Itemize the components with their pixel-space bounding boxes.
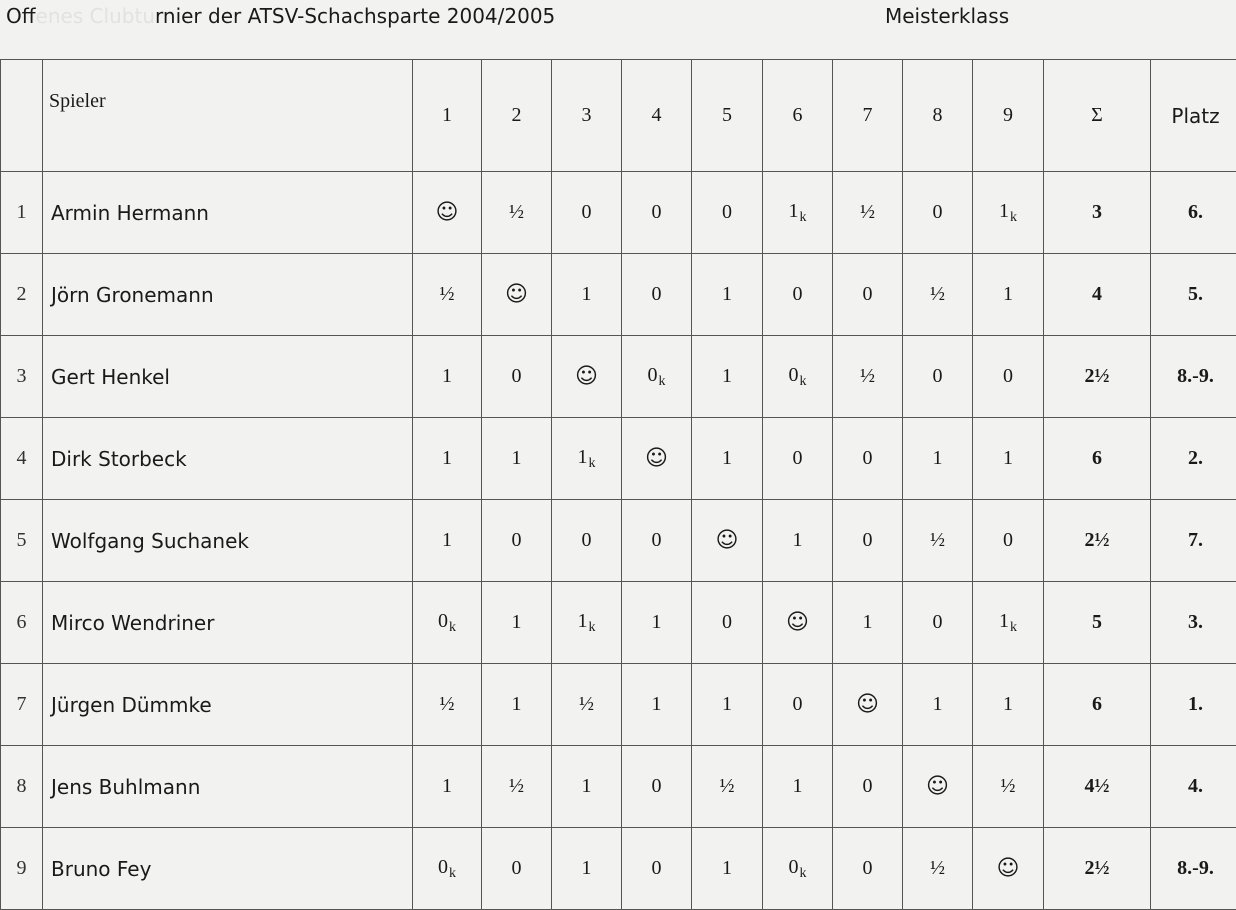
player-sum: 4 [1044,254,1151,336]
result-cell: 1 [763,746,833,828]
smiley-icon: ☺ [786,610,809,635]
forfeit-marker: k [1010,210,1017,225]
result-cell-forfeit [763,828,833,910]
forfeit-marker: k [800,866,807,881]
result-cell-forfeit [973,172,1044,254]
result-cell: 1 [482,418,552,500]
player-name: Bruno Fey [43,828,413,910]
table-row [1,828,1236,910]
player-number: 8 [1,746,43,828]
result-cell: 0 [833,500,903,582]
result-cell-forfeit [763,336,833,418]
crosstable-body [1,60,1236,910]
crosstable [0,59,1236,910]
table-row [1,746,1236,828]
result-cell: ½ [903,500,973,582]
smiley-icon: ☺ [716,528,739,553]
result-cell: 1 [692,254,763,336]
self-cell [482,254,552,336]
result-cell: ½ [692,746,763,828]
smiley-icon: ☺ [436,200,459,225]
round-header: 5 [692,60,763,172]
player-number: 7 [1,664,43,746]
result-cell: 0 [552,172,622,254]
self-cell [413,172,482,254]
result-cell: 0 [692,172,763,254]
self-cell [903,746,973,828]
result-cell: 0 [622,254,692,336]
player-number: 2 [1,254,43,336]
self-cell [833,664,903,746]
result-cell: 0 [622,746,692,828]
result-cell: 1 [413,418,482,500]
result-cell: ½ [903,828,973,910]
result-cell-forfeit [622,336,692,418]
smiley-icon: ☺ [645,446,668,471]
result-cell: 0 [763,664,833,746]
result-cell: ½ [552,664,622,746]
result-cell: 0 [903,336,973,418]
player-name: Jens Buhlmann [43,746,413,828]
result-cell: 0 [692,582,763,664]
result-cell: 1 [903,418,973,500]
result-value: 1 [999,610,1009,632]
title-faded: enes Clubtu [36,4,155,28]
player-name: Mirco Wendriner [43,582,413,664]
table-row [1,336,1236,418]
result-value: 1 [578,446,588,468]
result-cell: 1 [763,500,833,582]
result-cell: 0 [833,418,903,500]
result-cell: 0 [973,336,1044,418]
result-cell: ½ [833,336,903,418]
result-cell: 0 [833,828,903,910]
result-cell-forfeit [552,582,622,664]
result-cell-forfeit [763,172,833,254]
result-cell: ½ [903,254,973,336]
result-cell: ½ [413,254,482,336]
player-name: Jürgen Dümmke [43,664,413,746]
result-cell: ½ [413,664,482,746]
table-row [1,172,1236,254]
result-cell: 0 [482,336,552,418]
result-cell: 0 [482,500,552,582]
round-header: 8 [903,60,973,172]
player-number: 4 [1,418,43,500]
result-cell: 1 [692,418,763,500]
result-cell: 1 [833,582,903,664]
result-cell: ½ [482,746,552,828]
player-place: 3. [1151,582,1236,664]
player-sum: 5 [1044,582,1151,664]
result-value: 0 [438,610,448,632]
tournament-title [6,4,555,28]
result-cell: 1 [692,336,763,418]
round-header: 3 [552,60,622,172]
result-cell: 0 [763,418,833,500]
player-sum: 2½ [1044,500,1151,582]
result-cell-forfeit [413,582,482,664]
player-name: Gert Henkel [43,336,413,418]
table-row [1,664,1236,746]
result-cell: 1 [622,664,692,746]
smiley-icon: ☺ [575,364,598,389]
player-sum: 6 [1044,664,1151,746]
player-name: Wolfgang Suchanek [43,500,413,582]
self-cell [552,336,622,418]
self-cell [973,828,1044,910]
result-cell: 0 [903,582,973,664]
player-place: 7. [1151,500,1236,582]
result-cell: 1 [692,664,763,746]
result-cell: 1 [973,254,1044,336]
result-cell: 1 [482,664,552,746]
table-row [1,254,1236,336]
player-name: Armin Hermann [43,172,413,254]
round-header: 1 [413,60,482,172]
result-value: 1 [999,200,1009,222]
result-cell: 1 [622,582,692,664]
player-place: 8.-9. [1151,828,1236,910]
self-cell [692,500,763,582]
title-bar [0,0,1236,36]
result-cell: 1 [973,418,1044,500]
player-place: 8.-9. [1151,336,1236,418]
player-number: 6 [1,582,43,664]
result-cell: 0 [622,172,692,254]
result-cell: ½ [973,746,1044,828]
result-cell: 1 [413,746,482,828]
player-number: 3 [1,336,43,418]
table-row [1,582,1236,664]
result-cell-forfeit [973,582,1044,664]
smiley-icon: ☺ [856,692,879,717]
header-row [1,60,1236,172]
result-cell: 1 [552,746,622,828]
title-prefix: Off [6,4,36,28]
result-cell: 0 [622,828,692,910]
forfeit-marker: k [449,866,456,881]
result-cell: 0 [833,254,903,336]
result-cell: 1 [903,664,973,746]
player-sum: 4½ [1044,746,1151,828]
round-header: 6 [763,60,833,172]
forfeit-marker: k [589,620,596,635]
class-label: Meisterklass [885,4,1009,28]
result-value: 0 [789,856,799,878]
result-cell: 0 [552,500,622,582]
smiley-icon: ☺ [997,856,1020,881]
sum-header: Σ [1044,60,1151,172]
result-value: 0 [648,364,658,386]
result-cell: 0 [903,172,973,254]
result-cell-forfeit [552,418,622,500]
result-cell: ½ [482,172,552,254]
player-sum: 3 [1044,172,1151,254]
result-cell: 0 [622,500,692,582]
result-cell: 1 [552,828,622,910]
forfeit-marker: k [800,210,807,225]
result-cell: 1 [692,828,763,910]
result-cell: 1 [552,254,622,336]
player-place: 4. [1151,746,1236,828]
forfeit-marker: k [449,620,456,635]
player-place: 5. [1151,254,1236,336]
self-cell [763,582,833,664]
forfeit-marker: k [589,456,596,471]
round-header: 4 [622,60,692,172]
round-header: 9 [973,60,1044,172]
place-header: Platz [1151,60,1236,172]
result-value: 0 [789,364,799,386]
forfeit-marker: k [800,374,807,389]
result-cell: 1 [973,664,1044,746]
result-value: 1 [789,200,799,222]
table-row [1,500,1236,582]
player-sum: 2½ [1044,828,1151,910]
player-header: Spieler [43,60,413,172]
player-place: 2. [1151,418,1236,500]
player-name: Jörn Gronemann [43,254,413,336]
player-name: Dirk Storbeck [43,418,413,500]
result-cell: 0 [973,500,1044,582]
round-header: 7 [833,60,903,172]
result-cell: 1 [413,500,482,582]
round-header: 2 [482,60,552,172]
result-cell: 0 [763,254,833,336]
player-number: 1 [1,172,43,254]
corner-cell [1,60,43,172]
result-cell: 1 [482,582,552,664]
result-value: 1 [578,610,588,632]
result-value: 0 [438,856,448,878]
self-cell [622,418,692,500]
result-cell-forfeit [413,828,482,910]
table-row [1,418,1236,500]
smiley-icon: ☺ [505,282,528,307]
player-place: 6. [1151,172,1236,254]
forfeit-marker: k [659,374,666,389]
result-cell: 1 [413,336,482,418]
player-sum: 2½ [1044,336,1151,418]
player-number: 9 [1,828,43,910]
result-cell: 0 [482,828,552,910]
title-suffix: rnier der ATSV-Schachsparte 2004/2005 [155,4,555,28]
player-number: 5 [1,500,43,582]
result-cell: 0 [833,746,903,828]
player-sum: 6 [1044,418,1151,500]
player-place: 1. [1151,664,1236,746]
result-cell: ½ [833,172,903,254]
smiley-icon: ☺ [926,774,949,799]
forfeit-marker: k [1010,620,1017,635]
